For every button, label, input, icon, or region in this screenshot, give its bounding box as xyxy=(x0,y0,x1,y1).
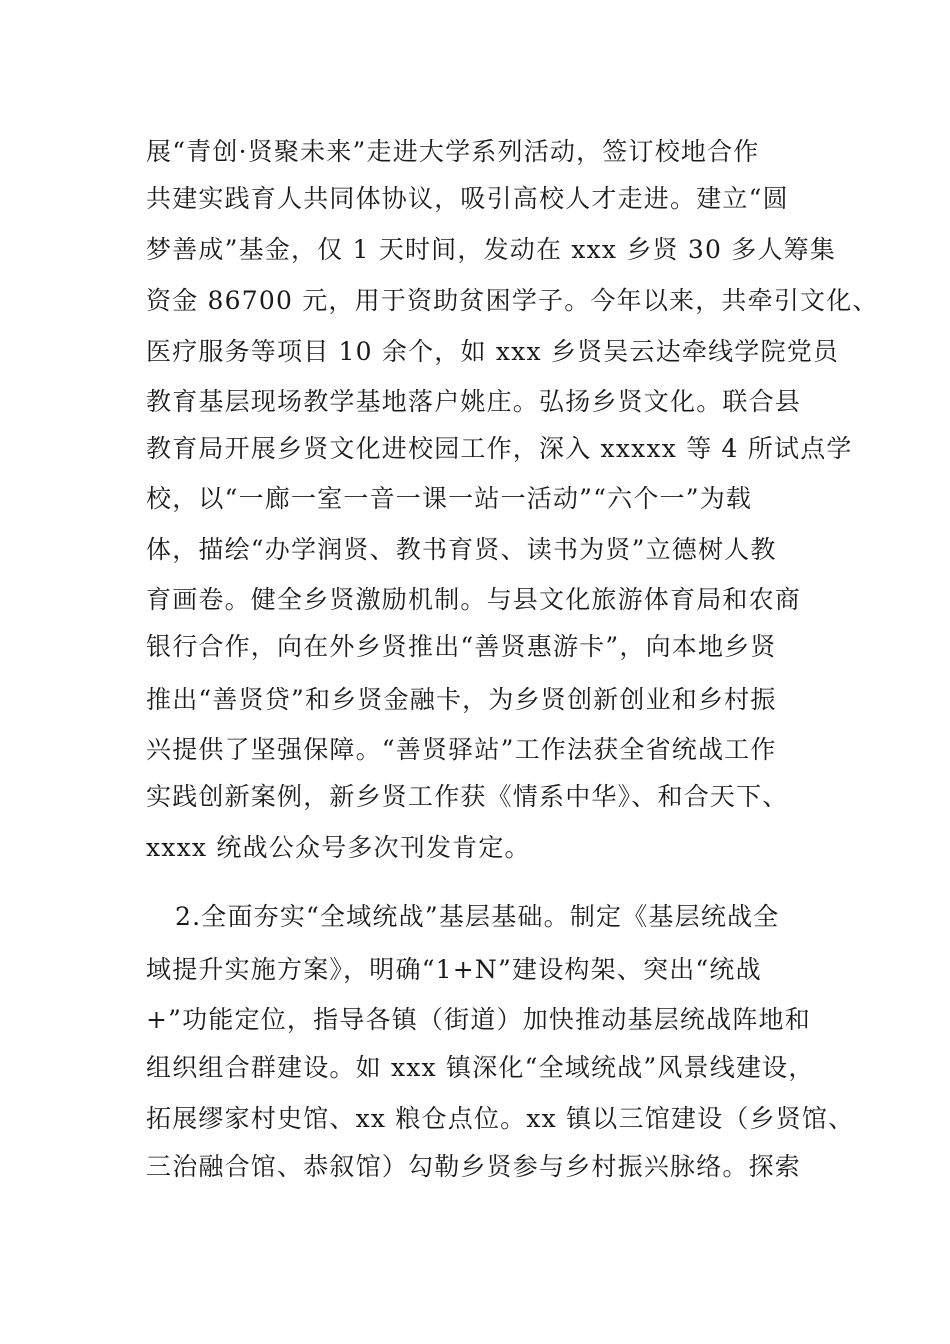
text-line: 教育局开展乡贤文化进校园工作，深入 xxxxx 等 4 所试点学 xyxy=(146,434,853,463)
text-line: 体，描绘“办学润贤、教书育贤、读书为贤”立德树人教 xyxy=(146,535,777,564)
text-line: 拓展缪家村史馆、xx 粮仓点位。xx 镇以三馆建设（乡贤馆、 xyxy=(146,1104,855,1133)
text-line: 资金 86700 元，用于资助贫困学子。今年以来，共牵引文化、 xyxy=(146,286,879,315)
text-line: 梦善成”基金，仅 1 天时间，发动在 xxx 乡贤 30 多人筹集 xyxy=(146,235,837,264)
text-line: +”功能定位，指导各镇（街道）加快推动基层统战阵地和 xyxy=(146,1005,811,1034)
text-line: 育画卷。健全乡贤激励机制。与县文化旅游体育局和农商 xyxy=(146,585,802,614)
text-line: 展“青创·贤聚未来”走进大学系列活动，签订校地合作 xyxy=(146,137,760,166)
text-line: 2.全面夯实“全域统战”基层基础。制定《基层统战全 xyxy=(175,902,780,931)
text-line: 校，以“一廊一室一音一课一站一活动”“六个一”为载 xyxy=(146,484,753,513)
text-line: 银行合作，向在外乡贤推出“善贤惠游卡”，向本地乡贤 xyxy=(146,632,777,661)
text-line: 域提升实施方案》，明确“1+N”建设构架、突出“统战 xyxy=(146,955,762,984)
text-line: 共建实践育人共同体协议，吸引高校人才走进。建立“圆 xyxy=(146,184,789,213)
text-line: 实践创新案例，新乡贤工作获《情系中华》、和合天下、 xyxy=(146,782,789,811)
text-line: 推出“善贤贷”和乡贤金融卡，为乡贤创新创业和乡村振 xyxy=(146,685,777,714)
text-line: 三治融合馆、恭叙馆）勾勒乡贤参与乡村振兴脉络。探索 xyxy=(146,1152,802,1181)
text-line: xxxx 统战公众号多次刊发肯定。 xyxy=(146,833,531,862)
text-line: 兴提供了坚强保障。“善贤驿站”工作法获全省统战工作 xyxy=(146,735,777,764)
text-line: 组织组合群建设。如 xxx 镇深化“全域统战”风景线建设， xyxy=(146,1053,815,1082)
text-line: 教育基层现场教学基地落户姚庄。弘扬乡贤文化。联合县 xyxy=(146,387,802,416)
text-line: 医疗服务等项目 10 余个，如 xxx 乡贤吴云达牵线学院党员 xyxy=(146,337,840,366)
